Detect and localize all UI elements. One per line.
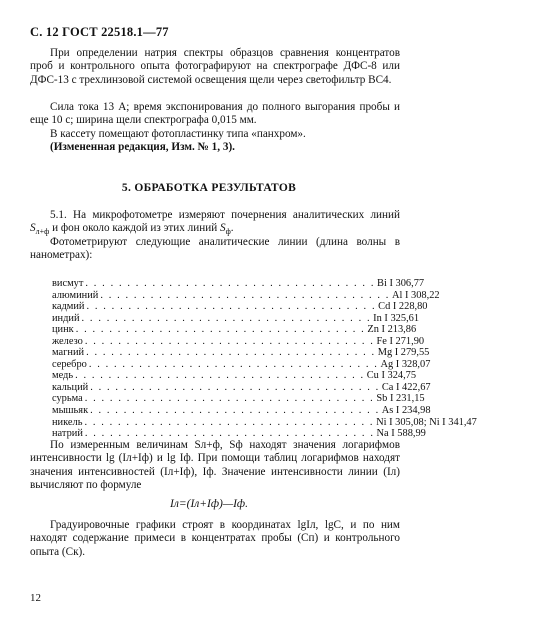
- leader-dots: . . . . . . . . . . . . . . . . . . . . . . . . . . . . . . . . . . .: [86, 301, 377, 313]
- element-name: никель: [52, 416, 83, 428]
- element-name: железо: [52, 335, 83, 347]
- element-name: висмут: [52, 278, 84, 289]
- element-name: цинк: [52, 324, 74, 336]
- leader-dots: . . . . . . . . . . . . . . . . . . . . . . . . . . . . . . . . . . .: [75, 324, 366, 336]
- calibration-paragraph: Градуировочные графики строят в координатах lgIл, lgC, и по ним находят содержание примеси в концентратах пробы (Cп) и контрольного опыта (Cк).: [30, 519, 400, 558]
- line-row: [52, 428, 426, 440]
- section-5-1-paragraph: [30, 209, 400, 239]
- s51-symbol-1: S: [30, 222, 36, 235]
- s51-subscript-1: л+ф: [35, 227, 50, 237]
- line-row: [52, 301, 428, 313]
- wavelength: Ni I 305,08; Ni I 341,47: [376, 416, 477, 428]
- line-row: [52, 278, 425, 290]
- s51-text-b: и фон около каждой из этих линий: [49, 222, 220, 235]
- element-name: медь: [52, 370, 74, 382]
- line-row: [52, 416, 477, 429]
- leader-dots: . . . . . . . . . . . . . . . . . . . . . . . . . . . . . . . . . . .: [90, 381, 380, 393]
- s51-text-c: .: [230, 222, 234, 235]
- wavelength: Cd I 228,80: [378, 301, 428, 313]
- element-name: алюминий: [52, 289, 99, 301]
- wavelength: Ca I 422,67: [381, 381, 431, 393]
- s51-subscript-2: ф: [225, 227, 231, 237]
- page-number: 12: [30, 592, 41, 604]
- wavelength: Al I 308,22: [391, 289, 440, 301]
- line-row: [52, 405, 431, 417]
- wavelength: Bi I 306,77: [377, 278, 425, 289]
- intro-paragraph-3: В кассету помещают фотопластинку типа «панхром».: [50, 128, 306, 140]
- leader-dots: . . . . . . . . . . . . . . . . . . . . . . . . . . . . . . . . . . .: [84, 335, 375, 347]
- element-name: магний: [52, 347, 85, 359]
- line-row: [52, 358, 431, 371]
- wavelength: Ag I 328,07: [380, 358, 431, 370]
- leader-dots: . . . . . . . . . . . . . . . . . . . . . . . . . . . . . . . . . . .: [88, 358, 379, 370]
- leader-dots: . . . . . . . . . . . . . . . . . . . . . . . . . . . . . . . . . . .: [90, 405, 380, 417]
- line-row: [52, 324, 417, 336]
- leader-dots: . . . . . . . . . . . . . . . . . . . . . . . . . . . . . . . . . . .: [86, 347, 376, 359]
- leader-dots: . . . . . . . . . . . . . . . . . . . . . . . . . . . . . . . . . . .: [85, 278, 376, 289]
- leader-dots: . . . . . . . . . . . . . . . . . . . . . . . . . . . . . . . . . . .: [75, 370, 365, 382]
- leader-dots: . . . . . . . . . . . . . . . . . . . . . . . . . . . . . . . . . . .: [84, 428, 375, 440]
- section-5-1-lines-intro: Фотометрируют следующие аналитические линии (длина волны в нанометрах):: [30, 236, 400, 262]
- measurement-paragraph: По измеренным величинам Sл+ф, Sф находят значения логарифмов интенсивности lg (Iл+Iф) и lg Iф. При помощи таблиц логарифмов находят значения интенсивностей (Iл+Iф), Iф. Значение интенсивности линии (Iл) вычисляют по формуле: [30, 439, 400, 492]
- element-name: мышьяк: [52, 405, 89, 417]
- line-row: [52, 347, 430, 359]
- intro-paragraph-2: Сила тока 13 А; время экспонирования до полного выгорания пробы и еще 10 с; ширина щели спектрографа 0,015 мм.: [30, 101, 400, 127]
- element-name: кадмий: [52, 301, 85, 313]
- line-row: [52, 370, 417, 382]
- page-header: С. 12 ГОСТ 22518.1—77: [30, 25, 169, 39]
- element-name: натрий: [52, 428, 83, 440]
- s51-text-a: 5.1. На микрофотометре измеряют почернения аналитических линий: [50, 209, 400, 221]
- intro-paragraph-1: При определении натрия спектры образцов сравнения концентратов проб и контрольного опыта фотографируют на спектрографе ДФС-8 или ДФС-13 с трехлинзовой системой освещения щели через светофильтр ВС4.: [30, 47, 400, 86]
- element-name: кальций: [52, 381, 89, 393]
- line-row: [52, 393, 425, 405]
- line-row: [52, 335, 425, 348]
- wavelength: Mg I 279,55: [377, 347, 430, 359]
- wavelength: Sb I 231,15: [376, 393, 425, 405]
- line-row: [52, 312, 420, 325]
- wavelength: Na I 588,99: [376, 428, 426, 440]
- s51-symbol-2: S: [220, 222, 226, 235]
- wavelength: Zn I 213,86: [367, 324, 417, 336]
- section-title: 5. ОБРАБОТКА РЕЗУЛЬТАТОВ: [121, 182, 297, 194]
- intensity-formula: Iл=(Iл+Iф)—Iф.: [170, 498, 248, 510]
- element-name: серебро: [52, 358, 87, 370]
- analytical-lines-list: [52, 278, 477, 440]
- line-row: [52, 289, 440, 302]
- edition-note: (Измененная редакция, Изм. № 1, 3).: [50, 141, 235, 153]
- wavelength: Cu I 324,75: [366, 370, 417, 382]
- leader-dots: . . . . . . . . . . . . . . . . . . . . . . . . . . . . . . . . . . .: [84, 393, 375, 405]
- wavelength: In I 325,61: [373, 312, 420, 324]
- leader-dots: . . . . . . . . . . . . . . . . . . . . . . . . . . . . . . . . . . .: [84, 416, 375, 428]
- leader-dots: . . . . . . . . . . . . . . . . . . . . . . . . . . . . . . . . . . .: [81, 312, 372, 324]
- element-name: сурьма: [52, 393, 83, 405]
- line-row: [52, 381, 431, 394]
- element-name: индий: [52, 312, 80, 324]
- wavelength: Fe I 271,90: [376, 335, 425, 347]
- wavelength: As I 234,98: [381, 405, 431, 417]
- leader-dots: . . . . . . . . . . . . . . . . . . . . . . . . . . . . . . . . . . .: [100, 289, 390, 301]
